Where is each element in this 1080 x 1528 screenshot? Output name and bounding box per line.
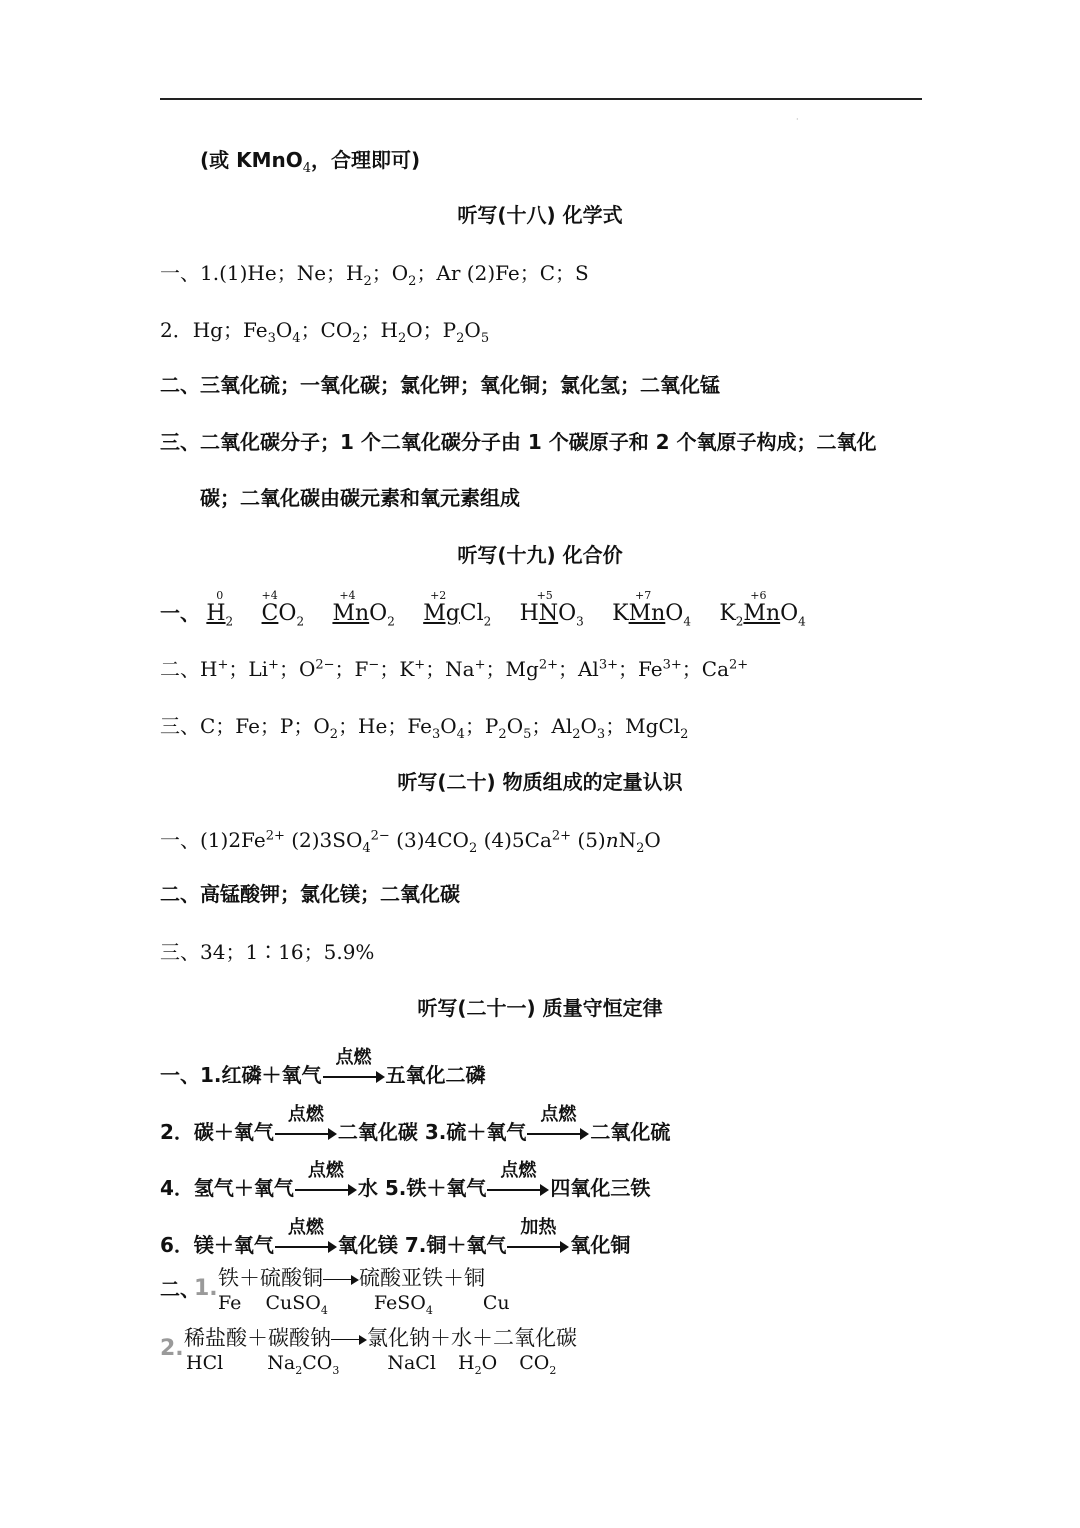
reaction-arrow bbox=[323, 1274, 359, 1286]
s21-reaction-6-7: 6．镁＋氧气 点燃 氧化镁 7.铜＋氧气 加热 氧化铜 bbox=[160, 1216, 631, 1257]
s18-line-2: 2．Hg；$Fe_3O_4$；$CO_2$；$H_2O$；$P_2O_5$ bbox=[160, 318, 490, 346]
s20-line-1: 一、$(1)2Fe^{2+}$ $(2)3SO_4^{2-}$ $(3)4CO_2$ $(4)5Ca^{2+}$ $(5)nN_2O$ bbox=[160, 828, 661, 856]
valence-mgcl2: +2 MgCl$_2$ bbox=[423, 589, 492, 629]
arrow-condition: 点燃 bbox=[323, 1066, 385, 1088]
s20-line-2: 二、高锰酸钾；氯化镁；二氧化碳 bbox=[160, 882, 460, 906]
s18-line-5: 碳；二氧化碳由碳元素和氧元素组成 bbox=[200, 486, 520, 510]
s19-line-2: 二、H+；Li+；$O^{2-}$；F−；K+；Na+；$Mg^{2+}$；$Al^{3+}$；$Fe^{3+}$；$Ca^{2+}$ bbox=[160, 657, 749, 681]
arrow-condition: 点燃 bbox=[487, 1179, 549, 1201]
valence-kmno4: +7 KMnO$_4$ bbox=[612, 589, 691, 629]
section-21-title: 听写(二十一) 质量守恒定律 bbox=[417, 996, 663, 1020]
section-19-title: 听写(十九) 化合价 bbox=[457, 543, 623, 567]
arrow-condition: 点燃 bbox=[527, 1123, 589, 1145]
scan-speck: · bbox=[796, 115, 799, 124]
s19-line-3: 三、C；Fe；P；$O_2$；He；$Fe_3O_4$；$P_2O_5$；$Al_2O_3$；MgCl$_2$ bbox=[160, 714, 689, 742]
s21-reaction-1: 一、1.红磷＋氧气 点燃 五氧化二磷 bbox=[160, 1046, 486, 1087]
valence-co2: +4 $CO_2$ bbox=[261, 589, 305, 629]
equation-1-formulas: Fe CuSO$_4$ FeSO$_4$ Cu bbox=[218, 1292, 510, 1317]
arrow-condition: 加热 bbox=[507, 1236, 569, 1258]
section-20-title: 听写(二十) 物质组成的定量认识 bbox=[397, 770, 683, 794]
s18-line-1: 一、1.(1)He；Ne；$H_2$；$O_2$；Ar (2)Fe；C；S bbox=[160, 261, 589, 289]
s20-line-3: 三、34；1∶16；5.9% bbox=[160, 940, 375, 964]
s21-reaction-4-5: 4．氢气＋氧气 点燃 水 5.铁＋氧气 点燃 四氧化三铁 bbox=[160, 1159, 651, 1200]
s19-line-1: 一、 0 $H_2$ +4 $CO_2$ +4 MnO$_2$ +2 MgCl$_2$ +5 $HNO_3$ +7 KMnO$_4$ +6 $K_2MnO_4$ bbox=[160, 589, 806, 629]
header-rule bbox=[160, 98, 922, 100]
s21-part2-lead: 二、 bbox=[160, 1277, 200, 1301]
equation-2-number: 2. bbox=[160, 1336, 184, 1361]
arrow-condition: 点燃 bbox=[275, 1236, 337, 1258]
section-18-title: 听写(十八) 化学式 bbox=[457, 203, 623, 227]
valence-h2: 0 $H_2$ bbox=[206, 589, 234, 629]
note-line: (或 KMnO$_4$，合理即可) bbox=[200, 148, 421, 176]
s21-reaction-2-3: 2．碳＋氧气 点燃 二氧化碳 3.硫＋氧气 点燃 二氧化硫 bbox=[160, 1103, 671, 1144]
equation-1-words: 铁＋硫酸铜 硫酸亚铁＋铜 bbox=[218, 1266, 485, 1290]
valence-k2mno4: +6 $K_2MnO_4$ bbox=[719, 589, 806, 629]
reaction-arrow bbox=[331, 1334, 367, 1346]
equation-1-number: 1. bbox=[194, 1276, 218, 1301]
valence-mno2: +4 MnO$_2$ bbox=[332, 589, 395, 629]
arrow-condition: 点燃 bbox=[295, 1179, 357, 1201]
s18-line-3: 二、三氧化硫；一氧化碳；氯化钾；氧化铜；氯化氢；二氧化锰 bbox=[160, 373, 720, 397]
equation-2-formulas: HCl $Na_2CO_3$ NaCl $H_2O$ $CO_2$ bbox=[186, 1352, 557, 1377]
arrow-condition: 点燃 bbox=[275, 1123, 337, 1145]
valence-hno3: +5 $HNO_3$ bbox=[519, 589, 584, 629]
equation-2-words: 稀盐酸＋碳酸钠 氯化钠＋水＋二氧化碳 bbox=[184, 1326, 577, 1350]
s18-line-4: 三、二氧化碳分子；1 个二氧化碳分子由 1 个碳原子和 2 个氧原子构成；二氧化 bbox=[160, 430, 877, 454]
